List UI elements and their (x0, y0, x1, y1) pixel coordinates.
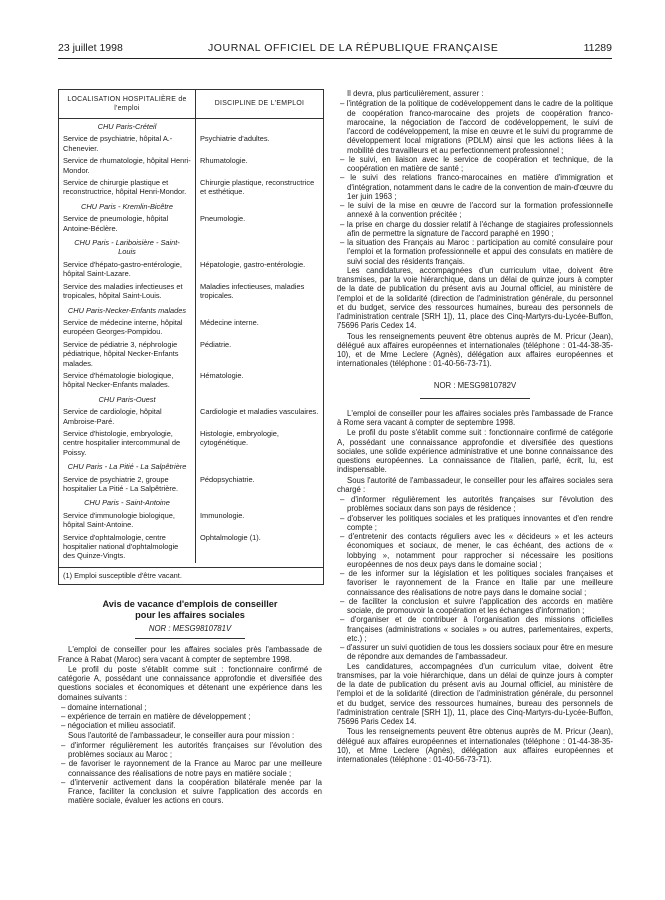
cell-location: Service d'immunologie biologique, hôpital Saint-Antoine. (63, 510, 175, 530)
cell-discipline: Pneumologie. (200, 214, 246, 224)
cell-location: Service d'hépato-gastro-entérologie, hôpital Saint-Lazare. (63, 259, 182, 279)
list-item: – le suivi de la mise en œuvre de l'accord sur la formation professionnelle annexé à la convention précitée ; (340, 201, 613, 220)
table-row (59, 474, 323, 496)
list-item: – d'intervenir activement dans la coopération bilatérale menée par la France, faciliter la conclusion et suivre l'application des accords en matière sociale, évaluer les actions en cours. (61, 777, 322, 806)
table-row (59, 177, 323, 199)
domain-list (58, 703, 322, 731)
positions-table (58, 89, 324, 585)
cell-location: Service des maladies infectieuses et tropicales, hôpital Saint-Louis. (63, 281, 183, 301)
cell-location: Service d'histologie, embryologie, centre hospitalier intercommunal de Poissy. (63, 428, 181, 457)
cell-discipline: Hépatologie, gastro-entérologie. (200, 259, 306, 269)
table-row (59, 428, 323, 459)
list-item: – la situation des Français au Maroc : participation au comité consulaire pour l'emploi et la formation professionnelle et appui des consulats en matière de suivi social des résidents français. (340, 238, 613, 266)
chu-group-heading: CHU Paris-Ouest (98, 394, 156, 404)
rome-duties-list (337, 495, 613, 662)
table-row (59, 339, 323, 370)
cell-discipline: Cardiologie et maladies vasculaires. (200, 407, 319, 417)
header-location: LOCALISATION HOSPITALIÈRE de l'emploi (59, 90, 196, 118)
list-item: – d'observer les politiques sociales et les pratiques innovantes et d'en rendre compte ; (340, 513, 613, 532)
right-column (337, 89, 613, 765)
chu-group-heading: CHU Paris-Créteil (97, 122, 157, 131)
cell-discipline: Maladies infectieuses, maladies tropicales. (200, 281, 305, 301)
table-row (59, 510, 323, 532)
cell-location: Service de psychiatrie, hôpital A.-Chenevier. (63, 134, 173, 153)
paragraph: Le profil du poste s'établit comme suit : fonctionnaire confirmé de catégorie A, possédant une connaissance approfondie et diversifiée des questions sociales et économiques et détenant une expérience dans les domaines suivants : (58, 664, 322, 702)
paragraph: Sous l'autorité de l'ambassadeur, le conseiller aura pour mission : (68, 730, 295, 740)
paragraph: Tous les renseignements peuvent être obtenus auprès de M. Pricur (Jean), délégué aux affaires européennes et internationales (téléphone : 01-44-38-35-10), et de Mme Leclere (Agnès), délégation aux affaires européennes et internationales (téléphone : 01-40-56-73-71). (337, 331, 613, 369)
list-item: – le suivi, en liaison avec le service de coopération et technique, de la coopération en matière de santé ; (340, 154, 613, 173)
cell-location: Service de chirurgie plastique et reconstructrice, hôpital Henri-Mondor. (63, 178, 187, 197)
left-column (58, 89, 322, 806)
table-footnote: (1) Emploi susceptible d'être vacant. (59, 567, 323, 584)
cell-discipline: Hématologie. (200, 370, 244, 380)
notice-title-line-1: Avis de vacance d'emplois de conseiller (102, 599, 278, 610)
cell-discipline: Médecine interne. (200, 317, 259, 327)
table-row (59, 259, 323, 281)
list-item: – d'informer régulièrement les autorités françaises sur l'évolution des problèmes sociaux au Maroc ; (61, 740, 322, 759)
notice-body (58, 645, 322, 805)
page-number: 11289 (583, 42, 612, 54)
notice-title (58, 599, 322, 621)
cell-location: Service de rhumatologie, hôpital Henri-Mondor. (63, 156, 191, 175)
duties-list (337, 99, 613, 266)
list-item: – la prise en charge du dossier relatif à l'échange de stagiaires professionnels afin de permettre la signature de l'accord paraphé en 1990 ; (340, 219, 613, 238)
cell-discipline: Immunologie. (200, 510, 245, 520)
paragraph: L'emploi de conseiller pour les affaires sociales près l'ambassade de France à Rabat (Maroc) sera vacant à compter de septembre 1998. (58, 645, 322, 664)
chu-group-heading: CHU Paris - La Pitié - La Salpêtrière (67, 462, 187, 472)
cell-location: Service d'ophtalmologie, centre hospitalier national d'ophtalmologie des Quinze-Vingts. (63, 532, 179, 561)
mission-list (58, 741, 322, 806)
list-item: – le suivi des relations franco-marocaines en matière d'immigration et d'intégration, notamment dans le cadre de la convention de main-d'œuvre du 1er juin 1963 ; (340, 173, 613, 201)
notice-nor-2: NOR : MESG9810782V (433, 380, 517, 390)
header-date: 23 juillet 1998 (58, 42, 123, 54)
table-row (59, 133, 323, 155)
table-row (59, 370, 323, 392)
cell-discipline: Psychiatrie d'adultes. (200, 134, 270, 144)
list-item: – négociation et milieu associatif. (61, 721, 176, 731)
notice-title-line-2: pour les affaires sociales (135, 610, 245, 621)
paragraph: Les candidatures, accompagnées d'un curriculum vitae, doivent être transmises, par la voie hiérarchique, dans un délai de quinze jours à compter de la date de publication du présent avis au Journal officiel, au ministère de l'emploi et de la solidarité (direction de l'administration générale, du personnel et du budget, service des ressources humaines, bureau des personnels de l'administration centrale [SRH 1]), 11, place des Cinq-Martyrs-du-Lycée-Buffon, 75696 Paris Cedex 14. (337, 661, 613, 726)
table-row (59, 155, 323, 177)
list-item: – de les informer sur la législation et les politiques sociales françaises et favoriser le rayonnement de la France en Italie par une meilleure connaissance des réalisations de notre pays dans le domaine social ; (340, 569, 613, 597)
list-item: – l'intégration de la politique de codéveloppement dans le cadre de la politique de coopération franco-marocaine des projets de coopération franco-marocaine, la négociation de l'accord de codéveloppement, le suivi de l'accord de codéveloppement, la mise en œuvre et le suivi du programme de développement local migrations (PDLM) ainsi que les actions liées à la mobilité des travailleurs et au perfectionnement professionnel ; (340, 99, 613, 155)
paragraph: L'emploi de conseiller pour les affaires sociales près l'ambassade de France à Rome sera vacant à compter de septembre 1998. (337, 408, 613, 427)
paragraph: Il devra, plus particulièrement, assurer : (347, 89, 484, 98)
cell-discipline: Chirurgie plastique, reconstructrice et esthétique. (200, 178, 315, 197)
cell-discipline: Ophtalmologie (1). (200, 532, 261, 542)
cell-location: Service de psychiatrie 2, groupe hospitalier La Pitié - La Salpêtrière. (63, 474, 179, 493)
notice-body-continued (337, 89, 613, 764)
table-row (59, 406, 323, 428)
list-item: – d'entretenir des contacts réguliers avec les « décideurs » et les acteurs économiques et sociaux, de mener, le cas échéant, des actions de « lobbying », notamment pour rapprocher si nécessaire les positions européennes de nos deux pays dans le domaine social ; (340, 532, 613, 569)
list-item: – de faciliter la conclusion et suivre l'application des accords en matière sociale, de promouvoir la coopération et les échanges d'information ; (340, 596, 613, 615)
paragraph: Tous les renseignements peuvent être obtenus auprès de M. Pricur (Jean), délégué aux affaires européennes et internationales (téléphone : 01-44-38-35-10), et Mme Leclere (Agnès), délégation aux affaires européennes et internationales (téléphone : 01-40-56-73-71). (337, 727, 613, 764)
cell-discipline: Pédiatrie. (200, 339, 232, 349)
list-item: – d'informer régulièrement les autorités françaises sur l'évolution des problèmes sociaux dans son pays de résidence ; (340, 495, 613, 514)
table-body (59, 119, 323, 563)
table-header (59, 90, 323, 119)
list-item: – d'assurer un suivi quotidien de tous les dossiers sociaux pour être en mesure de répondre aux demandes de l'ambassadeur. (340, 643, 613, 662)
paragraph: Les candidatures, accompagnées d'un curriculum vitae, doivent être transmises, par la voie hiérarchique, dans un délai de quinze jours à compter de la date de publication du présent avis au Journal officiel, au ministère de l'emploi et de la solidarité (direction de l'administration générale, du personnel et du budget, service des ressources humaines, bureau des personnels de l'administration centrale [SRH 1]), 11, place des Cinq-Martyrs-du-Lycée-Buffon, 75696 Paris Cedex 14. (337, 265, 613, 331)
header-discipline: DISCIPLINE DE L'EMPLOI (214, 100, 305, 108)
list-item: – d'organiser et de contribuer à l'organisation des missions officielles françaises (administrations « sociales » ou autres, parlementaires, experts, etc.) ; (340, 615, 613, 643)
list-item: – de favoriser le rayonnement de la France au Maroc par une meilleure connaissance des réalisations de notre pays en matière sociale ; (61, 759, 322, 778)
table-row (59, 532, 323, 563)
cell-location: Service de cardiologie, hôpital Ambroise-Paré. (63, 407, 162, 426)
cell-discipline: Histologie, embryologie, cytogénétique. (200, 428, 279, 448)
cell-location: Service de médecine interne, hôpital européen Georges-Pompidou. (63, 317, 183, 337)
chu-group-heading: CHU Paris - Saint-Antoine (84, 498, 170, 508)
notice-nor: NOR : MESG9810781V (148, 624, 232, 634)
table-row (59, 317, 323, 339)
journal-title: JOURNAL OFFICIEL DE LA RÉPUBLIQUE FRANÇAISE (207, 42, 499, 54)
chu-group-heading: CHU Paris-Necker-Enfants malades (67, 305, 187, 315)
cell-location: Service d'hématologie biologique, hôpital Necker-Enfants malades. (63, 370, 174, 390)
cell-discipline: Pédopsychiatrie. (200, 474, 255, 484)
table-row (59, 213, 323, 235)
list-item: – expérience de terrain en matière de développement ; (61, 712, 251, 721)
cell-discipline: Rhumatologie. (200, 156, 248, 166)
divider (420, 398, 530, 399)
chu-group-heading: CHU Paris - Lariboisière - Saint-Louis (74, 238, 180, 257)
page-header (58, 42, 612, 59)
cell-location: Service de pédiatrie 3, néphrologie pédiatrique, hôpital Necker-Enfants malades. (63, 339, 179, 368)
divider (135, 638, 245, 639)
table-row (59, 281, 323, 303)
list-item: – domaine international ; (61, 702, 147, 712)
paragraph: Sous l'autorité de l'ambassadeur, le conseiller pour les affaires sociales sera chargé : (337, 475, 613, 494)
paragraph: Le profil du poste s'établit comme suit : fonctionnaire confirmé de catégorie A, possédant une connaissance approfondie et diversifiée des questions sociales, une solide expérience administrative et une bonne connaissance des questions européennes. La connaissance de l'italien, parlé, écrit, lu, est indispensable. (337, 428, 613, 475)
cell-location: Service de pneumologie, hôpital Antoine-Béclère. (63, 214, 169, 233)
chu-group-heading: CHU Paris - Kremlin-Bicêtre (81, 201, 173, 211)
